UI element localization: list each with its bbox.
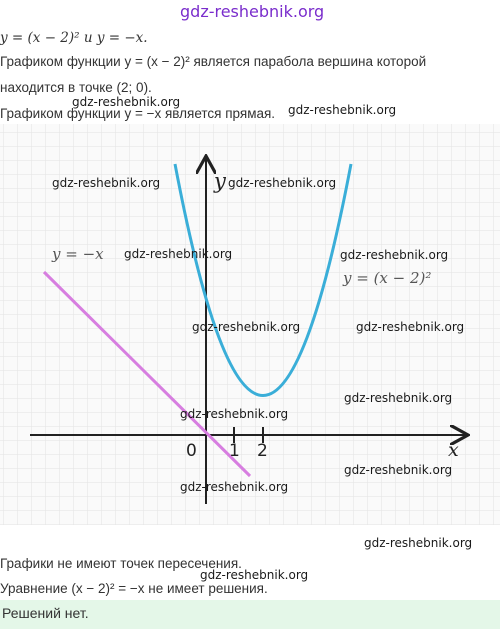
watermark: gdz-reshebnik.org	[288, 103, 397, 117]
watermark: gdz-reshebnik.org	[344, 391, 453, 405]
watermark: gdz-reshebnik.org	[356, 320, 465, 334]
tick-label-1: 1	[229, 441, 240, 461]
watermark: gdz-reshebnik.org	[228, 176, 337, 190]
answer-box	[0, 600, 500, 629]
parabola-description: Графиком функции y = (x − 2)² является парабола вершина которой	[0, 54, 427, 69]
tick-label-2: 2	[257, 441, 268, 461]
line-label: y = −x	[52, 245, 104, 263]
watermark: gdz-reshebnik.org	[72, 95, 181, 109]
answer-text: Решений нет.	[2, 605, 89, 621]
parabola-label: y = (x − 2)²	[343, 269, 432, 287]
watermark: gdz-reshebnik.org	[340, 248, 449, 262]
watermark: gdz-reshebnik.org	[192, 320, 301, 334]
watermark: gdz-reshebnik.org	[180, 407, 289, 421]
line-description: Графиком функции y = −x является прямая.	[0, 106, 276, 121]
watermark: gdz-reshebnik.org	[124, 247, 233, 261]
tick-label-0: 0	[186, 441, 197, 461]
watermark: gdz-reshebnik.org	[52, 176, 161, 190]
equation-no-solution-text: Уравнение (x − 2)² = −x не имеет решения.	[0, 581, 268, 596]
watermark: gdz-reshebnik.org	[344, 463, 453, 477]
y-axis-label: y	[214, 169, 226, 193]
watermark-top: gdz-reshebnik.org	[180, 2, 325, 21]
equations-line: y = (x − 2)² и y = −x.	[0, 30, 148, 46]
watermark: gdz-reshebnik.org	[364, 536, 473, 550]
watermark: gdz-reshebnik.org	[180, 480, 289, 494]
x-axis-label: x	[448, 439, 459, 461]
no-intersection-text: Графики не имеют точек пересечения.	[0, 556, 242, 571]
vertex-description: находится в точке (2; 0).	[0, 80, 152, 95]
watermark: gdz-reshebnik.org	[200, 568, 309, 582]
